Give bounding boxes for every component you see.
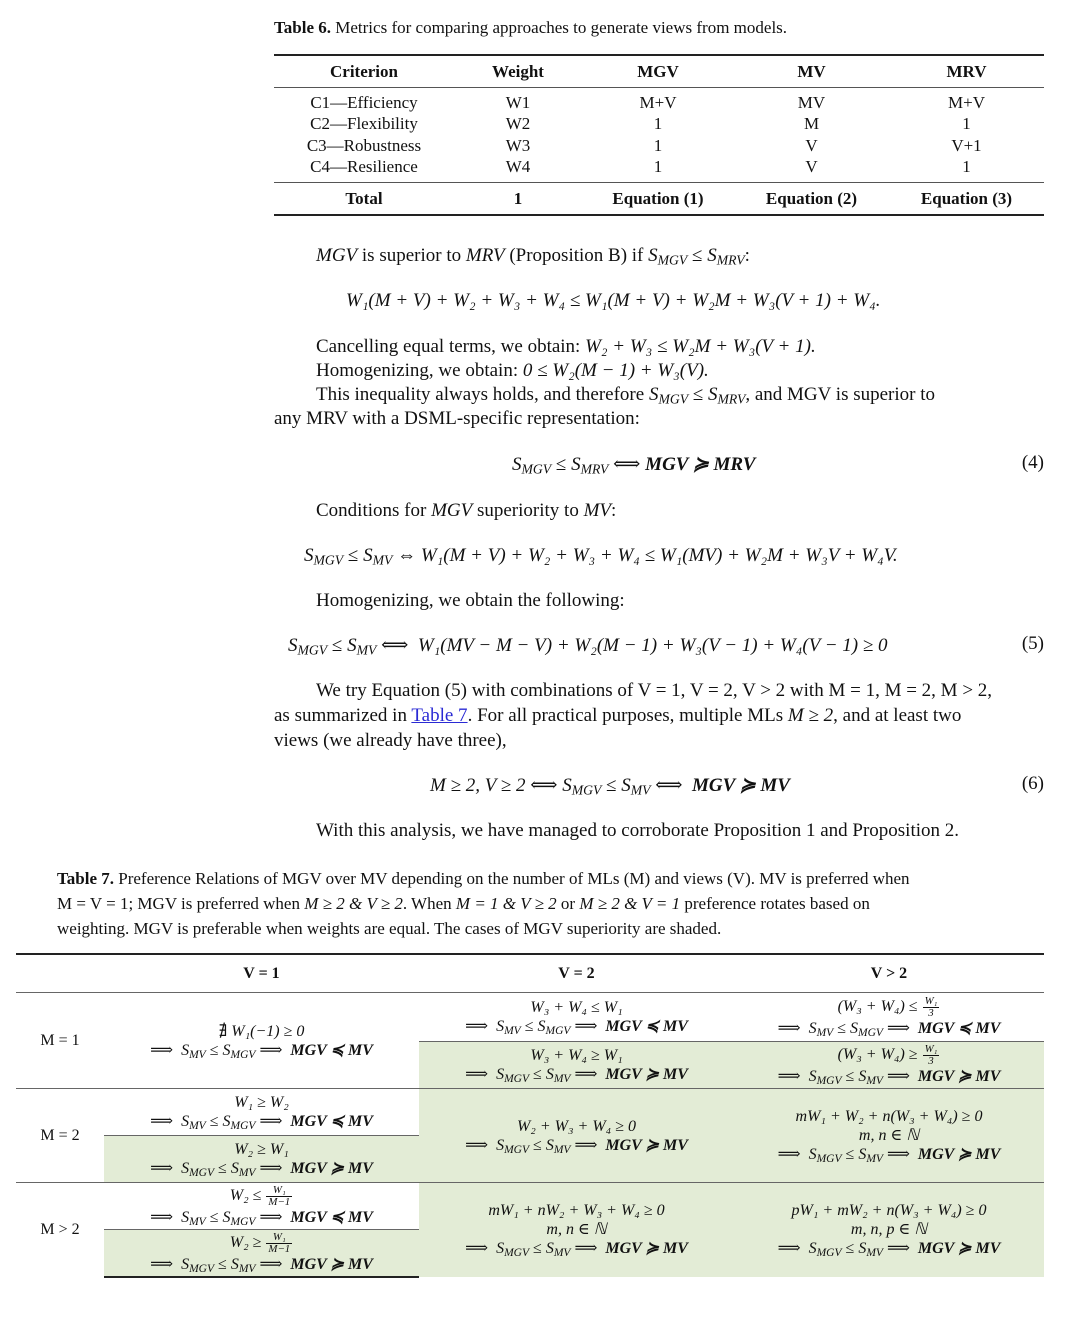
math-s-mgv: $S_{MGV}$ bbox=[288, 635, 328, 658]
fraction bbox=[923, 996, 940, 1019]
relation: MGV ≽ MV bbox=[692, 775, 790, 796]
table7-cell-m1-v3-b bbox=[734, 1042, 1044, 1089]
implication: ⟹ $S_{MGV} \le S_{MV}$ ⟹ MGV ≽ MV bbox=[777, 1240, 1001, 1260]
table-row bbox=[274, 88, 1044, 114]
table7-cell-m3-v1-b bbox=[104, 1230, 419, 1277]
fraction bbox=[266, 1232, 292, 1255]
table7-cell-m2-v1-a bbox=[104, 1089, 419, 1136]
table6-header: Criterion bbox=[274, 55, 454, 88]
table6-header: MRV bbox=[889, 55, 1044, 88]
relation: MGV ≽ MV bbox=[605, 1136, 688, 1154]
table7-cell-m3-v3 bbox=[734, 1183, 1044, 1277]
table7-corner bbox=[16, 954, 104, 993]
relation: MGV ≽ MV bbox=[605, 1240, 688, 1258]
table7-row-header: M > 2 bbox=[16, 1183, 104, 1277]
table7-cell-m2-v1-b bbox=[104, 1136, 419, 1183]
table7-cell-m1-v2-a bbox=[419, 993, 734, 1042]
relation: MGV ≽ MV bbox=[917, 1067, 1001, 1085]
table6-total-cell: Equation (2) bbox=[734, 183, 889, 216]
table6-cell: 1 bbox=[653, 114, 663, 134]
math-text: M ≥ 2 bbox=[787, 705, 834, 726]
condition-text: W₂ ≤ bbox=[229, 1187, 266, 1205]
condition: mW₁ + nW₂ + W₃ + W₄ ≥ 0 bbox=[488, 1202, 665, 1220]
relation: MGV ≽ MV bbox=[290, 1160, 373, 1177]
table6-header-row bbox=[274, 55, 1044, 88]
math-s-mgv: $S_{MGV}$ bbox=[512, 454, 552, 477]
math-s-mgv: $S_{MGV}$ bbox=[304, 545, 344, 568]
paragraph-try-2 bbox=[274, 703, 961, 728]
table7-col-header: V = 1 bbox=[104, 954, 419, 993]
math-text: W₁(M + V) + W₂ + W₃ + W₄ ≤ W₁(MV) + W₂M + W₃V + W₄V. bbox=[420, 545, 898, 566]
text: Cancelling equal terms, we obtain: bbox=[316, 336, 586, 357]
text: or bbox=[556, 894, 580, 913]
math-s-mv: $S_{MV}$ bbox=[347, 635, 377, 658]
paragraph-conclusion: With this analysis, we have managed to corroborate Proposition 1 and Proposition 2. bbox=[316, 820, 960, 841]
table6-cell: C4—Resilience bbox=[310, 157, 418, 177]
table6-cell: M bbox=[803, 114, 820, 134]
table6-total-cell: Total bbox=[274, 183, 454, 216]
text: Conditions for bbox=[316, 500, 432, 521]
implication: ⟹ $S_{MV} \le S_{MGV}$ ⟹ MGV ≼ MV bbox=[777, 1019, 1001, 1039]
math-s-mrv: $S_{MRV}$ bbox=[707, 245, 745, 268]
set-condition: m, n ∈ ℕ bbox=[858, 1127, 920, 1144]
denominator: 3 bbox=[928, 1055, 934, 1067]
set-condition: m, n ∈ ℕ bbox=[546, 1221, 607, 1239]
numerator: W₁ bbox=[266, 1185, 292, 1197]
equation-mgv-mrv: W₁(M + V) + W₂ + W₃ + W₄ ≤ W₁(M + V) + W₂M + W₃(V + 1) + W₄. bbox=[346, 290, 881, 311]
text: : bbox=[611, 500, 617, 521]
table6-caption-label: Table 6. bbox=[274, 18, 332, 37]
numerator: W₁ bbox=[266, 1232, 292, 1244]
text: Preference Relations of MGV over MV depending on the number of MLs (M) and views (V). MV is preferred when bbox=[114, 869, 910, 888]
table7-caption bbox=[57, 866, 1017, 941]
table6-header: Weight bbox=[454, 55, 582, 88]
relation: MGV ≽ MRV bbox=[645, 454, 756, 475]
math-s-mgv: $S_{MGV}$ bbox=[562, 775, 602, 798]
math-text: MGV bbox=[431, 500, 473, 521]
table6-caption-text: Metrics for comparing approaches to generate views from models. bbox=[331, 18, 788, 37]
implication: ⟹ $S_{MGV} \le S_{MV}$ ⟹ MGV ≽ MV bbox=[777, 1067, 1001, 1087]
paragraph-homog2: Homogenizing, we obtain the following: bbox=[316, 590, 625, 611]
text: , and MGV is superior to bbox=[745, 384, 935, 405]
math-text: 0 ≤ W₂(M − 1) + W₃(V). bbox=[522, 360, 709, 381]
table6-cell: W3 bbox=[505, 135, 531, 155]
text: is superior to bbox=[357, 245, 466, 266]
table-row bbox=[16, 993, 1044, 1042]
math-text: W₂ + W₃ ≤ W₂M + W₃(V + 1). bbox=[585, 336, 816, 357]
table6-cell: W1 bbox=[505, 92, 531, 112]
fraction bbox=[266, 1185, 292, 1208]
denominator: M−1 bbox=[268, 1242, 291, 1255]
table6-cell: W4 bbox=[505, 157, 531, 177]
math-text: M ≥ 2 & V = 1 bbox=[579, 894, 681, 913]
table7-cell-m1-v3-a bbox=[734, 993, 1044, 1042]
implication: ⟹ $S_{MV} \le S_{MGV}$ ⟹ MGV ≼ MV bbox=[150, 1041, 373, 1061]
math-s-mv: $S_{MV}$ bbox=[621, 775, 651, 798]
text: This inequality always holds, and therefore bbox=[316, 384, 649, 405]
condition: W₂ ≥ W₁ bbox=[234, 1141, 289, 1158]
condition bbox=[734, 996, 1044, 1019]
table-row bbox=[274, 114, 1044, 136]
paragraph-mgv-mrv: MGV is superior to MRV (Proposition B) if $S_{MGV} \le S_{MRV}$: bbox=[316, 245, 750, 268]
math-text: MV bbox=[583, 500, 612, 521]
equation-number: (5) bbox=[1021, 633, 1044, 654]
table6-cell: C2—Flexibility bbox=[310, 114, 418, 134]
relation: MGV ≼ MV bbox=[290, 1113, 373, 1130]
implication: ⟹ $S_{MGV} \le S_{MV}$ ⟹ MGV ≽ MV bbox=[150, 1255, 373, 1275]
table7-link[interactable]: Table 7 bbox=[411, 705, 468, 726]
text: . For all practical purposes, multiple MLs bbox=[467, 705, 788, 726]
table6-cell: W2 bbox=[505, 114, 531, 134]
relation: MGV ≽ MV bbox=[605, 1066, 688, 1083]
table6-cell: C3—Robustness bbox=[306, 135, 422, 155]
condition: W₃ + W₄ ≥ W₁ bbox=[530, 1047, 623, 1064]
implication: ⟹ $S_{MGV} \le S_{MV}$ ⟹ MGV ≽ MV bbox=[150, 1160, 373, 1179]
relation: MGV ≼ MV bbox=[917, 1019, 1001, 1037]
table6-cell: 1 bbox=[962, 157, 971, 177]
condition: mW₁ + W₂ + n(W₃ + W₄) ≥ 0 bbox=[795, 1108, 983, 1125]
table6-cell: M+V bbox=[639, 92, 677, 112]
implication: ⟹ $S_{MGV} \le S_{MV}$ ⟹ MGV ≽ MV bbox=[465, 1136, 688, 1156]
numerator: W₁ bbox=[924, 995, 938, 1008]
table6-total-cell: Equation (3) bbox=[889, 183, 1044, 216]
denominator: 3 bbox=[928, 1007, 934, 1019]
table7-row-header: M = 2 bbox=[16, 1089, 104, 1183]
text: , and at least two bbox=[833, 705, 962, 726]
fraction bbox=[923, 1044, 940, 1067]
text: preference rotates based on bbox=[680, 894, 870, 913]
equation-5: $S_{MGV} \le S_{MV}$ ⟺ W₁(MV − M − V) + W₂(M − 1) + W₃(V − 1) + W₄(V − 1) ≥ 0 bbox=[288, 635, 888, 658]
table6-header: MGV bbox=[582, 55, 734, 88]
table7-col-header: V = 2 bbox=[419, 954, 734, 993]
paragraph-always-cont: any MRV with a DSML-specific representation: bbox=[274, 408, 640, 429]
condition bbox=[734, 1044, 1044, 1067]
text: weighting. MGV is preferable when weights are equal. The cases of MGV superiority are shaded. bbox=[57, 919, 722, 938]
text: . When bbox=[402, 894, 456, 913]
math-text: M ≥ 2, V ≥ 2 bbox=[430, 775, 526, 796]
equation-number: (6) bbox=[1021, 773, 1044, 794]
math-text: M = 1 & V ≥ 2 bbox=[455, 894, 557, 913]
relation: MGV ≽ MV bbox=[917, 1146, 1001, 1163]
table-row bbox=[274, 157, 1044, 183]
math-s-mgv: $S_{MGV}$ bbox=[648, 245, 688, 268]
condition: pW₁ + mW₂ + n(W₃ + W₄) ≥ 0 bbox=[791, 1202, 987, 1220]
table6-cell: V+1 bbox=[951, 135, 982, 155]
relation: MGV ≽ MV bbox=[290, 1255, 373, 1273]
math-text: W₁(MV − M − V) + W₂(M − 1) + W₃(V − 1) + W₄(V − 1) ≥ 0 bbox=[417, 635, 888, 656]
table7-cell-m2-v2 bbox=[419, 1089, 734, 1183]
condition: ∄ W₁(−1) ≥ 0 bbox=[218, 1022, 305, 1040]
table7-header-row bbox=[16, 954, 1044, 993]
condition: W₁ ≥ W₂ bbox=[234, 1094, 289, 1111]
equation-number: (4) bbox=[1021, 452, 1044, 473]
table6-cell: MV bbox=[797, 92, 826, 112]
equation-4: $S_{MGV} \le S_{MRV}$ ⟺ MGV ≽ MRV bbox=[512, 454, 756, 477]
numerator: W₁ bbox=[924, 1043, 938, 1056]
math-text: MRV bbox=[465, 245, 505, 266]
implication: ⟹ $S_{MGV} \le S_{MV}$ ⟹ MGV ≽ MV bbox=[465, 1066, 688, 1085]
paragraph-cancel bbox=[316, 334, 816, 359]
text: superiority to bbox=[472, 500, 584, 521]
table6-cell: 1 bbox=[653, 157, 663, 177]
text: (Proposition B) if bbox=[504, 245, 649, 266]
table7-cell-m1-v1 bbox=[104, 993, 419, 1089]
paragraph-always: This inequality always holds, and therefore $S_{MGV} \le S_{MRV}$, and MGV is superior to bbox=[316, 384, 935, 407]
equation-mgv-mv: $S_{MGV} \le S_{MV}$ ⇔ W₁(M + V) + W₂ + W₃ + W₄ ≤ W₁(MV) + W₂M + W₃V + W₄V. bbox=[304, 545, 898, 568]
table7-cell-m2-v3 bbox=[734, 1089, 1044, 1183]
math-s-mrv: $S_{MRV}$ bbox=[708, 384, 746, 407]
table6-cell: C1—Efficiency bbox=[310, 92, 418, 112]
table6-total-cell: 1 bbox=[454, 183, 582, 216]
implication: ⟹ $S_{MV} \le S_{MGV}$ ⟹ MGV ≼ MV bbox=[150, 1208, 373, 1228]
text: Homogenizing, we obtain: bbox=[316, 360, 523, 381]
table6-cell: V bbox=[805, 157, 818, 177]
condition-text: (W₃ + W₄) ≤ bbox=[837, 998, 922, 1016]
condition-text: W₂ ≥ bbox=[229, 1233, 266, 1251]
implication: ⟹ $S_{MGV} \le S_{MV}$ ⟹ MGV ≽ MV bbox=[465, 1240, 688, 1260]
table7 bbox=[16, 953, 1044, 1278]
condition bbox=[104, 1232, 419, 1255]
math-s-mgv: $S_{MGV}$ bbox=[648, 384, 689, 407]
table-row bbox=[16, 1183, 1044, 1230]
relation: MGV ≼ MV bbox=[290, 1041, 373, 1059]
text: as summarized in bbox=[274, 705, 412, 726]
math-text: MGV bbox=[316, 245, 358, 266]
table6-caption bbox=[274, 18, 787, 38]
paragraph-conditions bbox=[316, 498, 616, 523]
relation: MGV ≼ MV bbox=[605, 1018, 688, 1035]
implication: ⟹ $S_{MGV} \le S_{MV}$ ⟹ MGV ≽ MV bbox=[777, 1146, 1001, 1165]
condition bbox=[104, 1185, 419, 1208]
table6-cell: 1 bbox=[962, 114, 971, 134]
implication: ⟹ $S_{MV} \le S_{MGV}$ ⟹ MGV ≼ MV bbox=[465, 1018, 688, 1037]
table6-cell: 1 bbox=[653, 135, 663, 155]
table7-row-header: M = 1 bbox=[40, 1032, 80, 1049]
table-row bbox=[274, 135, 1044, 157]
paragraph-try-3: views (we already have three), bbox=[274, 730, 507, 751]
denominator: M−1 bbox=[268, 1196, 291, 1208]
equation-6: M ≥ 2, V ≥ 2 ⟺ $S_{MGV} \le S_{MV}$ ⟺ MGV ≽ MV bbox=[430, 775, 790, 798]
table7-col-header: V > 2 bbox=[734, 954, 1044, 993]
table6-header: MV bbox=[734, 55, 889, 88]
condition-text: (W₃ + W₄) ≥ bbox=[837, 1046, 922, 1064]
table6-cell: V bbox=[805, 135, 818, 155]
table7-cell-m3-v1-a bbox=[104, 1183, 419, 1230]
table6-cell: M+V bbox=[948, 92, 985, 112]
math-s-mrv: $S_{MRV}$ bbox=[571, 454, 609, 477]
table6-total-row bbox=[274, 183, 1044, 216]
math-s-mv: $S_{MV}$ bbox=[363, 545, 393, 568]
condition: W₃ + W₄ ≤ W₁ bbox=[530, 999, 623, 1016]
paragraph-homog bbox=[316, 358, 709, 383]
table-row bbox=[16, 1089, 1044, 1136]
table6-total-cell: Equation (1) bbox=[582, 183, 734, 216]
table7-caption-label: Table 7. bbox=[57, 869, 115, 888]
table7-cell-m1-v2-b bbox=[419, 1042, 734, 1089]
relation: MGV ≼ MV bbox=[290, 1208, 373, 1226]
table6 bbox=[274, 54, 1044, 216]
set-condition: m, n, p ∈ ℕ bbox=[850, 1221, 928, 1239]
paragraph-try: We try Equation (5) with combinations of V = 1, V = 2, V > 2 with M = 1, M = 2, M > 2, bbox=[316, 680, 993, 701]
relation: MGV ≽ MV bbox=[917, 1240, 1001, 1258]
text: M = V = 1; MGV is preferred when bbox=[57, 894, 305, 913]
math-text: M ≥ 2 & V ≥ 2 bbox=[304, 894, 403, 913]
condition: W₂ + W₃ + W₄ ≥ 0 bbox=[516, 1117, 637, 1135]
table7-cell-m3-v2 bbox=[419, 1183, 734, 1277]
implication: ⟹ $S_{MV} \le S_{MGV}$ ⟹ MGV ≼ MV bbox=[150, 1113, 373, 1132]
